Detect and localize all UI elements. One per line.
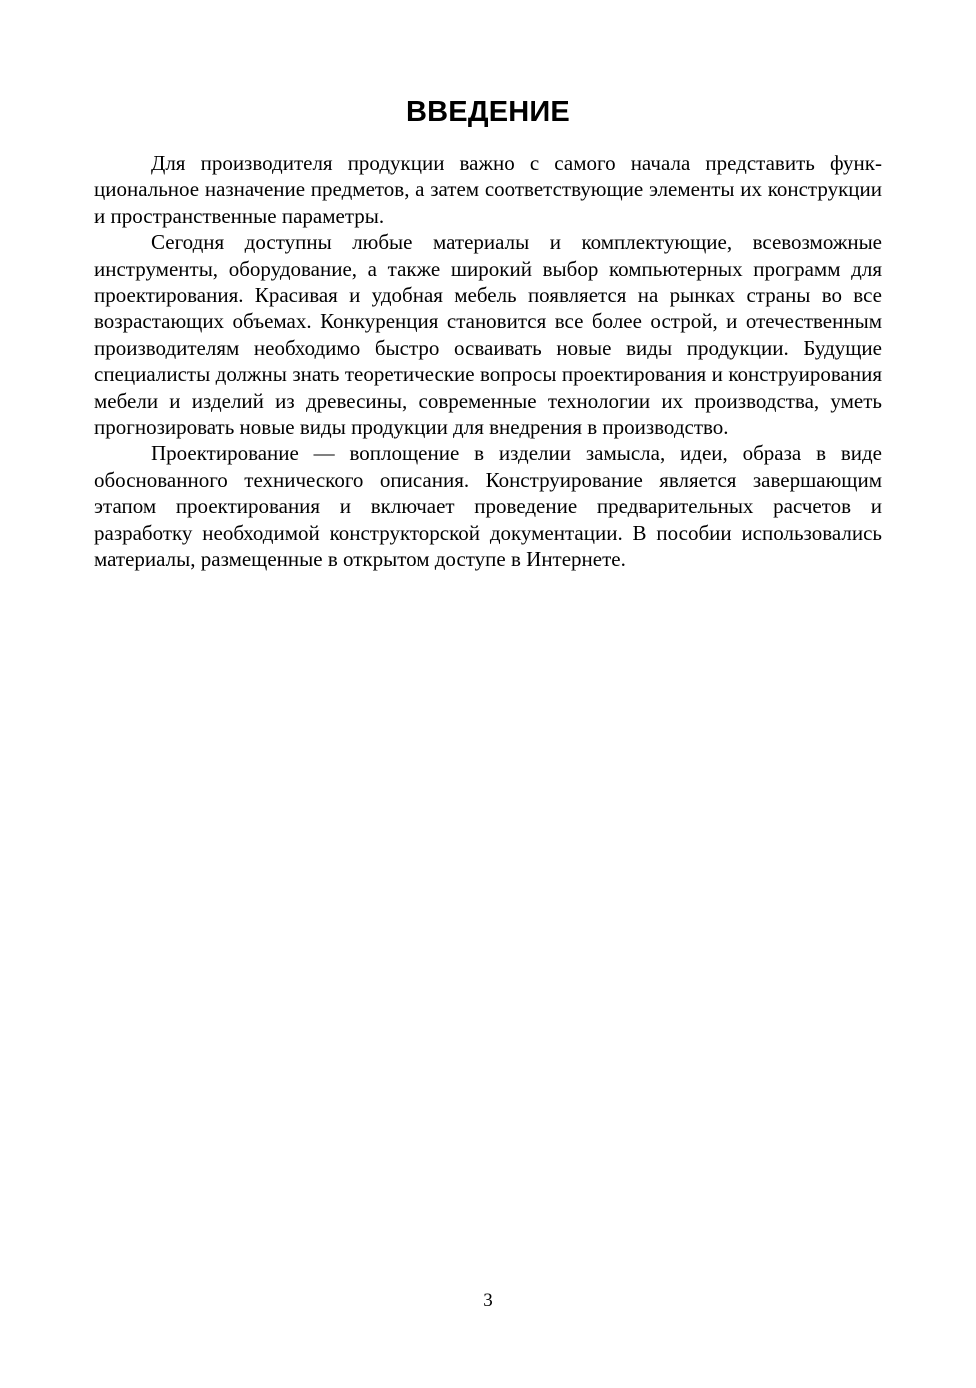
paragraph-3: Проектирование — воплощение в изделии замысла, идеи, образа в виде обоснованного технического описания. Конструирование является завершающим этапом проектирования и включает проведение предварительных расчетов и разработку необходимой конструкторской документации. В пособии использовались материалы, размещенные в открытом доступе в Интернете. xyxy=(94,441,882,572)
paragraph-2: Сегодня доступны любые материалы и комплектующие, всевозможные инструменты, оборудование, а также широкий выбор компьютерных программ для проектирования. Красивая и удобная мебель появляется на рынках страны во все возрастающих объемах. Конкуренция становится все более острой, и отечественным производителям необходимо быстро осваивать новые виды продукции. Будущие специалисты должны знать теоретические вопросы проектирования и конструирования мебели и изделий из древесины, современные технологии их производства, уметь прогнозировать новые виды продукции для внедрения в производство. xyxy=(94,230,882,440)
body-text xyxy=(94,150,882,573)
paragraph-1: Для производителя продукции важно с самого начала представить функциональное назначение предметов, а затем соответствующие элементы их конструкции и пространственные параметры. xyxy=(94,151,882,228)
page-number: 3 xyxy=(483,1290,493,1311)
page-title: ВВЕДЕНИЕ xyxy=(406,96,570,128)
